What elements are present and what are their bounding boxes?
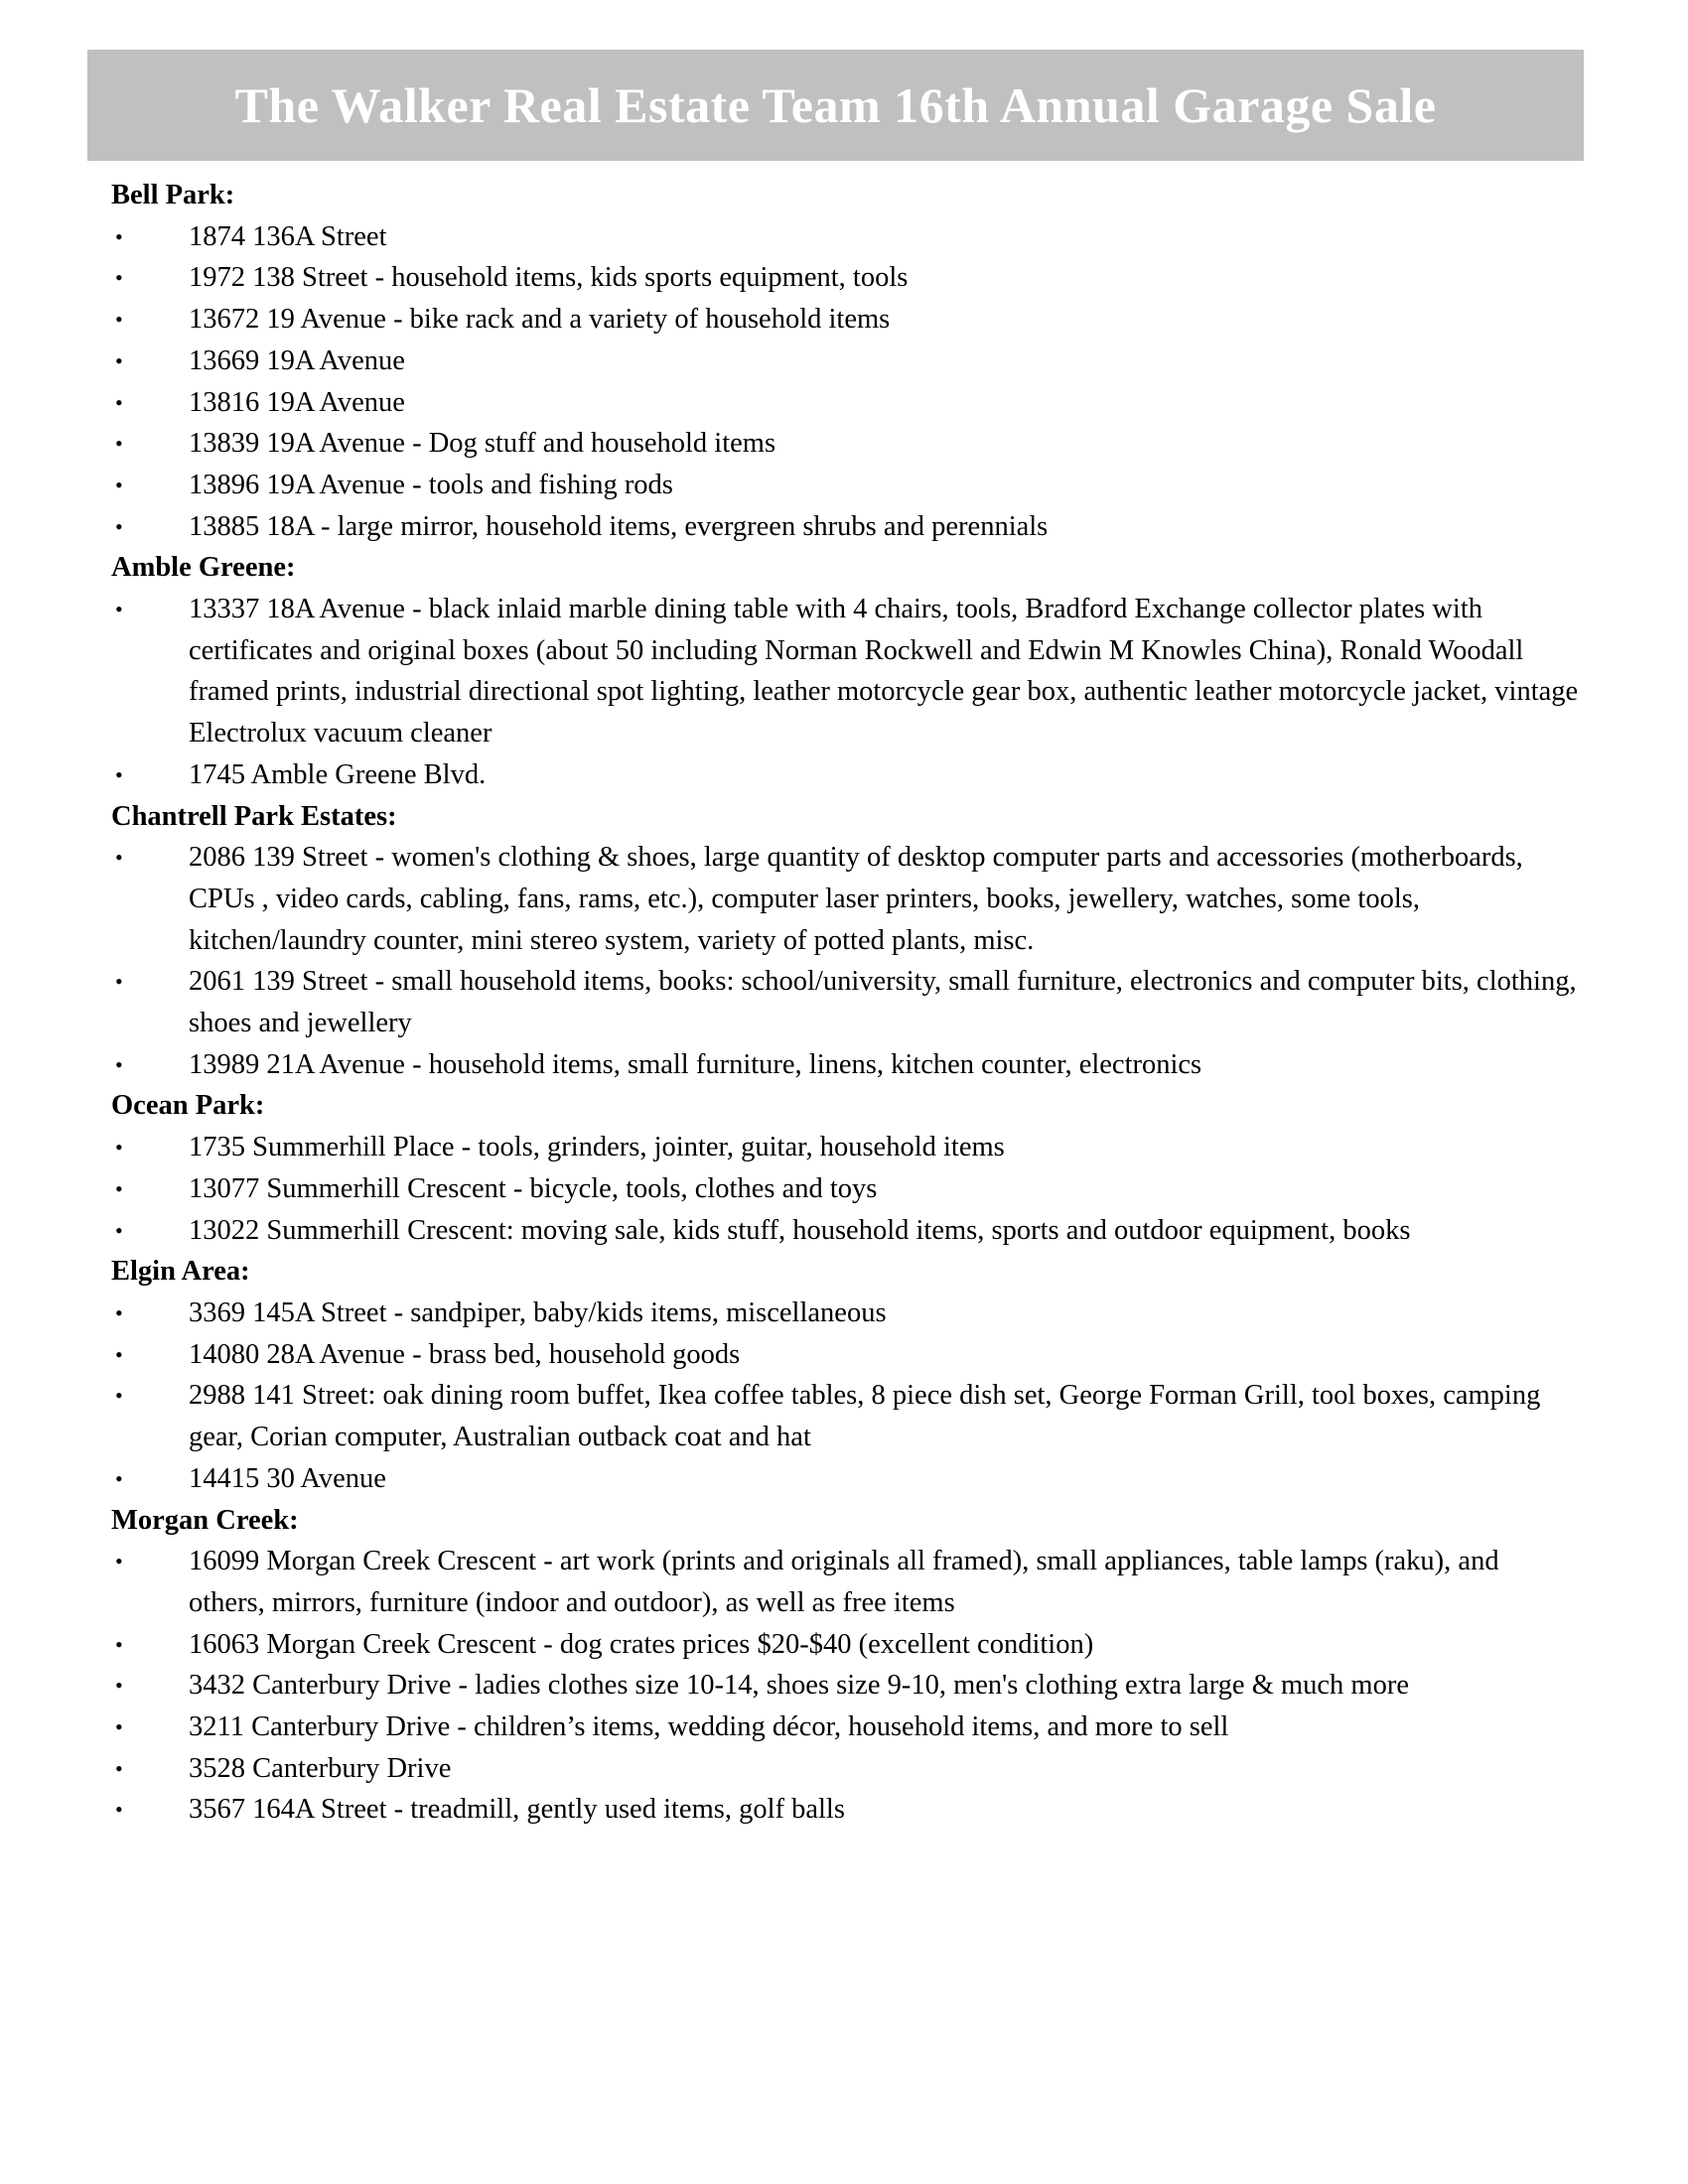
item-text: 13022 Summerhill Crescent: moving sale, kids stuff, household items, sports and outdoor equipment, books (189, 1214, 1411, 1246)
bullet-icon: • (115, 431, 123, 457)
list-item (111, 1210, 1581, 1252)
bullet-icon: • (115, 1175, 123, 1201)
list-item (111, 1748, 1581, 1790)
bullet-icon: • (115, 1714, 123, 1740)
list-item (111, 1789, 1581, 1831)
item-text: 13669 19A Avenue (189, 344, 405, 376)
list-item (111, 1044, 1581, 1086)
address-list (111, 1541, 1581, 1831)
item-text: 2061 139 Street - small household items, books: school/university, small furniture, electronics and computer bits, clothing, shoes and jewellery (189, 966, 1577, 1039)
bullet-icon: • (115, 1135, 123, 1160)
list-item (111, 754, 1581, 796)
item-text: 3528 Canterbury Drive (189, 1752, 452, 1784)
section-chantrell-park-estates (111, 796, 1581, 1086)
list-item (111, 1168, 1581, 1210)
bullet-icon: • (115, 761, 123, 787)
item-text: 3211 Canterbury Drive - children’s items, wedding décor, household items, and more to sell (189, 1711, 1229, 1743)
list-item (111, 1541, 1581, 1623)
list-item (111, 1334, 1581, 1376)
list-item (111, 837, 1581, 961)
list-item (111, 1665, 1581, 1706)
section-morgan-creek (111, 1500, 1581, 1832)
list-item (111, 299, 1581, 341)
section-title: Ocean Park: (111, 1090, 265, 1122)
address-list (111, 216, 1581, 548)
item-text: 3567 164A Street - treadmill, gently used items, golf balls (189, 1794, 845, 1826)
item-text: 14415 30 Avenue (189, 1462, 386, 1494)
bullet-icon: • (115, 1673, 123, 1699)
section-title: Morgan Creek: (111, 1504, 299, 1536)
item-text: 16099 Morgan Creek Crescent - art work (prints and originals all framed), small appliances, table lamps (raku), and others, mirrors, furniture (indoor and outdoor), as well as free items (189, 1546, 1499, 1618)
section-elgin-area (111, 1251, 1581, 1499)
item-text: 14080 28A Avenue - brass bed, household goods (189, 1338, 741, 1370)
list-item (111, 1375, 1581, 1457)
bullet-icon: • (115, 265, 123, 291)
item-text: 3369 145A Street - sandpiper, baby/kids items, miscellaneous (189, 1297, 887, 1328)
item-text: 13885 18A - large mirror, household items, evergreen shrubs and perennials (189, 510, 1049, 542)
bullet-icon: • (115, 1549, 123, 1574)
list-item (111, 216, 1581, 258)
bullet-icon: • (115, 1383, 123, 1409)
section-title: Elgin Area: (111, 1256, 250, 1288)
section-ocean-park (111, 1085, 1581, 1251)
bullet-icon: • (115, 513, 123, 539)
address-list (111, 589, 1581, 796)
bullet-icon: • (115, 223, 123, 249)
bullet-icon: • (115, 597, 123, 622)
bullet-icon: • (115, 1631, 123, 1657)
list-item (111, 1458, 1581, 1500)
item-text: 1745 Amble Greene Blvd. (189, 758, 487, 790)
item-text: 2086 139 Street - women's clothing & shoes, large quantity of desktop computer parts and accessories (motherboards, CPUs , video cards, cabling, fans, rams, etc.), computer laser printers, books, jewellery, watches, some tools, kitchen/laundry counter, mini stereo system, variety of potted plants, misc. (189, 842, 1523, 956)
list-item (111, 423, 1581, 465)
bullet-icon: • (115, 347, 123, 373)
bullet-icon: • (115, 472, 123, 497)
item-text: 13672 19 Avenue - bike rack and a variety of household items (189, 304, 891, 336)
list-item (111, 961, 1581, 1043)
title-banner (87, 50, 1584, 161)
bullet-icon: • (115, 845, 123, 871)
list-item (111, 465, 1581, 506)
section-amble-greene (111, 547, 1581, 795)
address-list (111, 1127, 1581, 1251)
item-text: 13816 19A Avenue (189, 386, 405, 418)
address-list (111, 837, 1581, 1085)
list-item (111, 506, 1581, 548)
item-text: 16063 Morgan Creek Crescent - dog crates prices $20-$40 (excellent condition) (189, 1628, 1094, 1660)
item-text: 2988 141 Street: oak dining room buffet, Ikea coffee tables, 8 piece dish set, George Forman Grill, tool boxes, camping gear, Corian computer, Australian outback coat and hat (189, 1380, 1541, 1453)
bullet-icon: • (115, 389, 123, 415)
list-item (111, 382, 1581, 424)
item-text: 13337 18A Avenue - black inlaid marble dining table with 4 chairs, tools, Bradford Exchange collector plates with certificates and original boxes (about 50 including Norman Rockwell and Edwin M Knowles China), Ronald Woodall framed prints, industrial directional spot lighting, leather motorcycle gear box, authentic leather motorcycle jacket, vintage Electrolux vacuum cleaner (189, 594, 1579, 750)
bullet-icon: • (115, 1051, 123, 1077)
item-text: 3432 Canterbury Drive - ladies clothes size 10-14, shoes size 9-10, men's clothing extra large & much more (189, 1670, 1409, 1702)
bullet-icon: • (115, 307, 123, 333)
bullet-icon: • (115, 1299, 123, 1325)
address-list (111, 1293, 1581, 1500)
section-bell-park (111, 175, 1581, 547)
item-text: 13989 21A Avenue - household items, small furniture, linens, kitchen counter, electronics (189, 1048, 1202, 1080)
bullet-icon: • (115, 1217, 123, 1243)
list-item (111, 1127, 1581, 1168)
bullet-icon: • (115, 1797, 123, 1823)
section-title: Amble Greene: (111, 552, 296, 584)
item-text: 13896 19A Avenue - tools and fishing rods (189, 469, 673, 500)
section-title: Bell Park: (111, 180, 235, 210)
item-text: 1874 136A Street (189, 220, 387, 252)
item-text: 13839 19A Avenue - Dog stuff and household items (189, 428, 776, 460)
item-text: 1972 138 Street - household items, kids sports equipment, tools (189, 262, 909, 294)
item-text: 1735 Summerhill Place - tools, grinders, jointer, guitar, household items (189, 1132, 1005, 1163)
bullet-icon: • (115, 1341, 123, 1367)
list-item (111, 1293, 1581, 1334)
list-item (111, 341, 1581, 382)
list-item (111, 1624, 1581, 1666)
list-item (111, 589, 1581, 754)
page-title: The Walker Real Estate Team 16th Annual Garage Sale (234, 77, 1437, 133)
list-item (111, 257, 1581, 299)
bullet-icon: • (115, 1465, 123, 1491)
list-item (111, 1706, 1581, 1748)
section-title: Chantrell Park Estates: (111, 800, 397, 832)
listing-content (111, 175, 1581, 1831)
item-text: 13077 Summerhill Crescent - bicycle, tools, clothes and toys (189, 1172, 878, 1204)
bullet-icon: • (115, 969, 123, 995)
bullet-icon: • (115, 1755, 123, 1781)
